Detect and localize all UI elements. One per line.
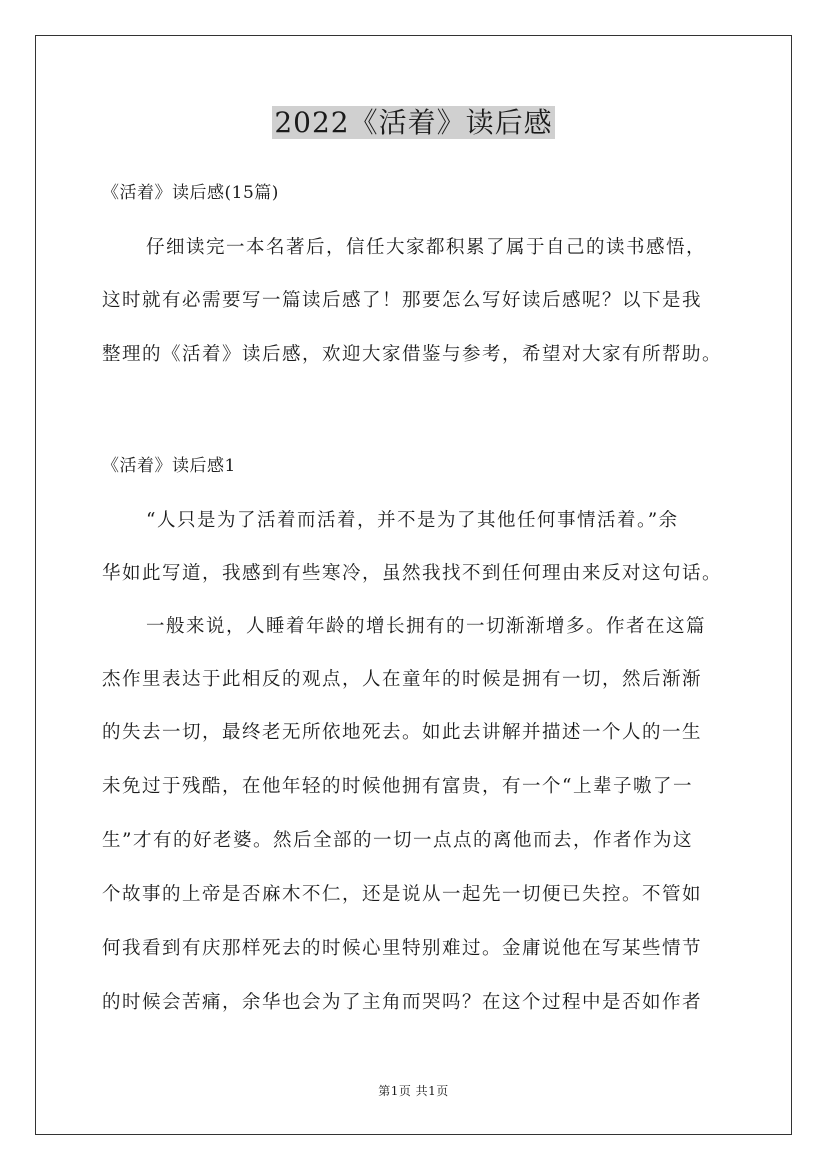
body-line-7: 生”才有的好老婆。然后全部的一切一点点的离他而去，作者作为这 [102, 830, 693, 851]
body-line-2: 华如此写道，我感到有些寒冷，虽然我找不到任何理由来反对这句话。 [102, 563, 723, 584]
document-title [0, 103, 827, 143]
document-subtitle: 《活着》读后感(15篇) [102, 183, 279, 203]
body-line-9: 何我看到有庆那样死去的时候心里特别难过。金庸说他在写某些情节 [102, 938, 703, 959]
intro-line-1: 仔细读完一本名著后，信任大家都积累了属于自己的读书感悟， [146, 237, 707, 258]
body-line-6: 未免过于残酷，在他年轻的时候他拥有富贵，有一个“上辈子嗷了一 [102, 776, 693, 797]
section-heading: 《活着》读后感1 [102, 456, 236, 476]
body-line-5: 的失去一切，最终老无所依地死去。如此去讲解并描述一个人的一生 [102, 722, 703, 743]
page-footer: 第1页 共1页 [378, 1084, 449, 1098]
body-line-10: 的时候会苦痛，余华也会为了主角而哭吗？在这个过程中是否如作者 [102, 992, 703, 1013]
body-line-1: “人只是为了活着而活着，并不是为了其他任何事情活着。”余 [146, 510, 679, 531]
body-line-4: 杰作里表达于此相反的观点，人在童年的时候是拥有一切，然后渐渐 [102, 669, 703, 690]
body-line-8: 个故事的上帝是否麻木不仁，还是说从一起先一切便已失控。不管如 [102, 884, 703, 905]
document-title-text: 2022《活着》读后感 [274, 106, 553, 139]
intro-line-2: 这时就有必需要写一篇读后感了！那要怎么写好读后感呢？以下是我 [102, 290, 703, 311]
body-line-3: 一般来说，人睡着年龄的增长拥有的一切渐渐增多。作者在这篇 [146, 616, 707, 637]
intro-line-3: 整理的《活着》读后感，欢迎大家借鉴与参考，希望对大家有所帮助。 [102, 344, 723, 365]
